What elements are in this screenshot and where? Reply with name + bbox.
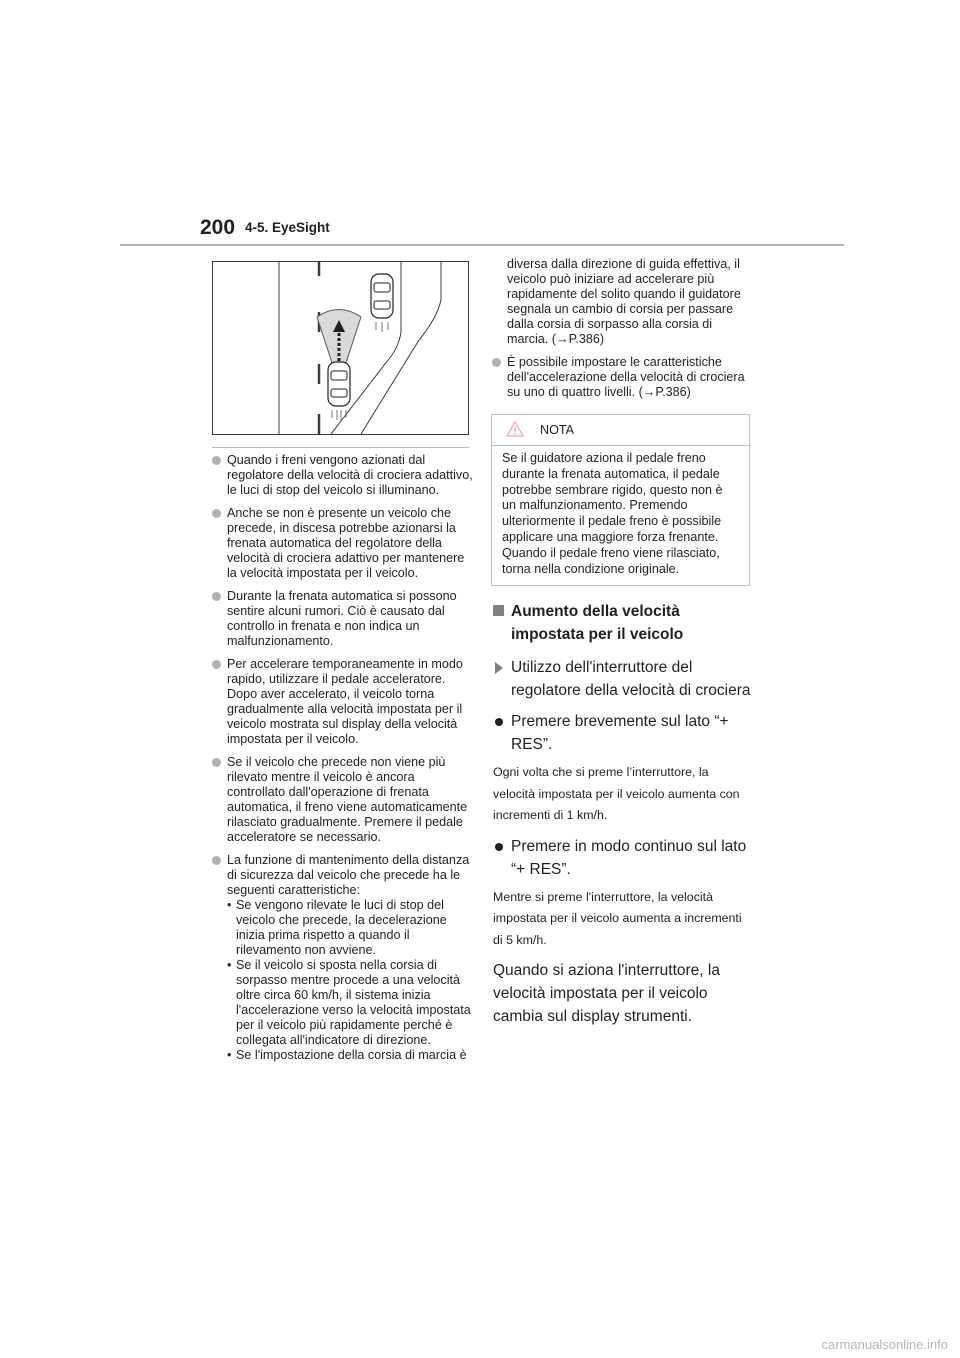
- left-column: [212, 453, 474, 1071]
- footer-watermark-url: carmanualsonline.info: [821, 1337, 948, 1352]
- sub-list-item: • Se l'impostazione della corsia di marcia è: [227, 1048, 467, 1062]
- list-item: È possibile impostare le caratteristiche dell'accelerazione della velocità di crociera su uno di quattro livelli. (→P.386): [480, 355, 752, 400]
- warning-triangle-icon: [506, 421, 524, 442]
- list-item: Se il veicolo che precede non viene più rilevato mentre il veicolo è ancora controllato dall'operazione di frenata automatica, il freno viene automaticamente rilasciato gradualmente. Premere il pedale acceleratore se necessario.: [212, 755, 474, 845]
- triangle-bullet-icon: [495, 662, 503, 674]
- list-item: Durante la frenata automatica si possono sentire alcuni rumori. Ciò è causato dal controllo in frenata e non indica un malfunzionamento.: [212, 589, 474, 649]
- black-dot-icon: [495, 718, 503, 726]
- right-column: [480, 257, 752, 1028]
- step-note: Mentre si preme l'interruttore, la velocità impostata per il veicolo aumenta a incrementi di 5 km/h.: [493, 889, 742, 947]
- sub-heading: Utilizzo dell'interruttore del regolatore della velocità di crociera: [480, 656, 752, 702]
- continued-text: diversa dalla direzione di guida effettiva, il veicolo può iniziare ad accelerare più rapidamente del solito quando il guidatore segnala un cambio di corsia per passare dalla corsia di sorpasso alla corsia di marcia. (→P.386): [507, 257, 741, 346]
- square-bullet-icon: [493, 605, 504, 616]
- list-item: La funzione di mantenimento della distanza di sicurezza dal veicolo che precede ha le seguenti caratteristiche: • Se vengono rilevate le luci di stop del veicolo che precede, la decelerazione inizia prima rispetto a quando il rilevamento non avviene. • Se il veicolo si sposta nella corsia di sorpasso mentre procede a una velocità oltre circa 60 km/h, il sistema inizia l'accelerazione verso la velocità impostata per il veicolo più rapidamente perché è collegata all'indicatore di direzione. • Se l'impostazione della corsia di marcia è: [212, 853, 474, 1063]
- bullet-dot-icon: [212, 758, 221, 767]
- own-car: [328, 362, 350, 420]
- bullet-dot-icon: [212, 660, 221, 669]
- nota-label: NOTA: [540, 423, 575, 437]
- bullet-dot-icon: [212, 456, 221, 465]
- header-rule: [120, 244, 844, 246]
- list-item: Anche se non è presente un veicolo che precede, in discesa potrebbe azionarsi la frenata automatica del regolatore della velocità di crociera adattivo per mantenere la velocità impostata per il veicolo.: [212, 506, 474, 581]
- list-item: Per accelerare temporaneamente in modo rapido, utilizzare il pedale acceleratore. Dopo aver accelerato, il veicolo torna gradualmente alla velocità impostata per il veicolo mostrata sul display della velocità impostata per il veicolo.: [212, 657, 474, 747]
- step-item: Premere brevemente sul lato “+ RES”.: [480, 710, 752, 756]
- step-item: Premere in modo continuo sul lato “+ RES”.: [480, 835, 752, 881]
- step-note: Ogni volta che si preme l’interruttore, la velocità impostata per il veicolo aumenta con incrementi di 1 km/h.: [493, 765, 740, 823]
- sub-list-item: • Se il veicolo si sposta nella corsia di sorpasso mentre procede a una velocità oltre circa 60 km/h, il sistema inizia l'accelerazione verso la velocità impostata per il veicolo più rapidamente perché è collegata all'indicatore di direzione.: [227, 958, 471, 1047]
- bullet-dot-icon: [212, 509, 221, 518]
- road-diagram: [213, 262, 468, 434]
- illustration-rule: [212, 447, 469, 448]
- nota-box: [491, 414, 750, 586]
- nota-header: [492, 415, 749, 446]
- page-number: 200: [200, 216, 236, 239]
- list-item: Quando i freni vengono azionati dal regolatore della velocità di crociera adattivo, le luci di stop del veicolo si illuminano.: [212, 453, 474, 498]
- bullet-dot-icon: [492, 358, 501, 367]
- lead-car: [371, 274, 393, 332]
- sub-list-item: • Se vengono rilevate le luci di stop del veicolo che precede, la decelerazione inizia prima rispetto a quando il rilevamento non avviene.: [227, 898, 447, 957]
- cruise-control-illustration: [212, 261, 469, 435]
- closing-text: Quando si aziona l'interruttore, la velocità impostata per il veicolo cambia sul display strumenti.: [493, 962, 720, 1026]
- bullet-dot-icon: [212, 856, 221, 865]
- black-dot-icon: [495, 843, 503, 851]
- nota-text: Se il guidatore aziona il pedale freno durante la frenata automatica, il pedale potrebbe sembrare rigido, questo non è un malfunzionamento. Premendo ulteriormente il pedale freno è possibile applicare una maggiore forza frenante. Quando il pedale freno viene rilasciato, torna nella condizione originale.: [502, 451, 723, 576]
- section-heading: Aumento della velocità impostata per il veicolo: [480, 600, 752, 646]
- section-title: 4-5. EyeSight: [245, 220, 330, 235]
- bullet-dot-icon: [212, 592, 221, 601]
